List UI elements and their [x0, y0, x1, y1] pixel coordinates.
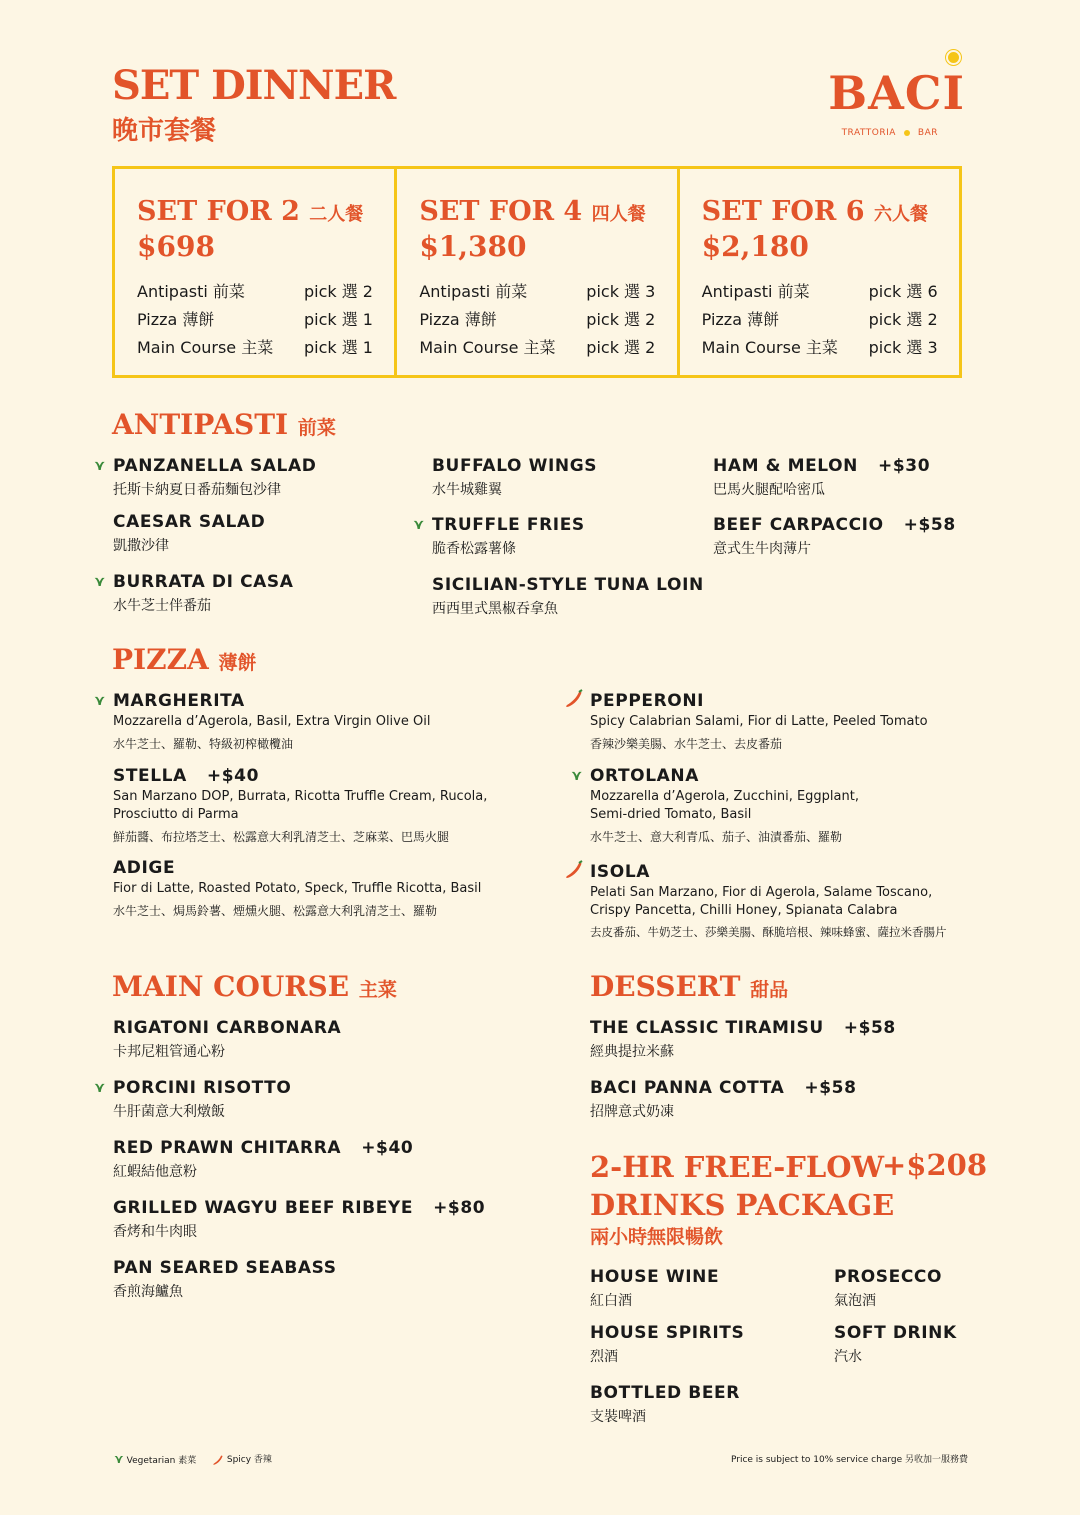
- set-row-label: Antipasti 前菜: [137, 282, 245, 301]
- item-name-zh: 紅蝦結他意粉: [113, 1164, 197, 1180]
- item-name-zh: 香煎海鱸魚: [113, 1284, 183, 1300]
- pizza-item: [113, 766, 533, 845]
- item-name: ORTOLANA: [590, 766, 699, 786]
- set-row-pick: pick 選 3: [868, 338, 938, 357]
- item-name-zh: 香烤和牛肉眼: [113, 1224, 197, 1240]
- item-name-zh: 卡邦尼粗管通心粉: [113, 1044, 225, 1060]
- pizza-item: [571, 766, 890, 845]
- menu-item: [713, 515, 956, 558]
- item-name: PORCINI RISOTTO: [113, 1078, 292, 1098]
- item-description-zh: 鮮茄醬、布拉塔芝士、松露意大利乳清芝士、芝麻菜、巴馬火腿: [113, 830, 450, 844]
- item-name: CAESAR SALAD: [113, 512, 266, 532]
- dessert-heading: [590, 970, 788, 1003]
- item-name: RIGATONI CARBONARA: [113, 1018, 342, 1038]
- set-for-2: [115, 169, 397, 375]
- item-price: +$80: [433, 1198, 486, 1218]
- item-name: PAN SEARED SEABASS: [113, 1258, 337, 1278]
- page-title: SET DINNER: [112, 62, 396, 109]
- menu-item: [94, 572, 294, 615]
- set-row-pick: pick 選 1: [303, 310, 373, 329]
- set-title-en: SET FOR 4: [419, 196, 583, 227]
- menu-item: [113, 1138, 413, 1181]
- vegetarian-icon: ⋎: [94, 574, 106, 590]
- drink-item: [590, 1323, 744, 1366]
- page-title-zh: 晚市套餐: [112, 116, 217, 146]
- item-name: BURRATA DI CASA: [113, 572, 294, 592]
- menu-item: [432, 456, 597, 499]
- item-description-zh: 香辣沙樂美腸、水牛芝士、去皮番茄: [590, 737, 783, 751]
- legend-spicy: [212, 1452, 272, 1466]
- item-price: +$30: [878, 456, 931, 476]
- menu-item: [113, 1258, 337, 1301]
- item-name-text: THE CLASSIC TIRAMISU: [590, 1018, 824, 1038]
- item-description: Mozzarella d’Agerola, Zucchini, Eggplant, Semi-dried Tomato, Basil: [590, 789, 859, 822]
- item-price: +$58: [843, 1018, 896, 1038]
- menu-item: [113, 1198, 485, 1241]
- set-title: [419, 197, 656, 230]
- set-menu-box: [112, 166, 962, 378]
- item-description: Fior di Latte, Roasted Potato, Speck, Truffle Ricotta, Basil: [113, 881, 482, 896]
- set-row: [419, 307, 655, 330]
- set-row: [137, 307, 373, 330]
- set-title-en: SET FOR 6: [701, 196, 865, 227]
- set-title-en: SET FOR 2: [137, 196, 300, 227]
- set-title-zh: 二人餐: [309, 204, 364, 225]
- vegetarian-icon: ⋎: [571, 768, 583, 784]
- section-title-zh: 甜品: [750, 979, 789, 1001]
- item-name: SOFT DRINK: [834, 1323, 957, 1343]
- item-name-text: HAM & MELON: [713, 456, 858, 476]
- set-for-6: [680, 169, 959, 375]
- menu-item: [590, 1018, 896, 1061]
- item-name-zh: 紅白酒: [590, 1293, 632, 1309]
- item-name-zh: 水牛城雞翼: [432, 482, 502, 498]
- section-title: ANTIPASTI: [112, 408, 289, 441]
- item-name-zh: 牛肝菌意大利燉飯: [113, 1104, 225, 1120]
- vegetarian-icon: ⋎: [94, 693, 106, 709]
- legend-vegetarian: [114, 1452, 196, 1466]
- set-row-label: Pizza 薄餅: [419, 310, 497, 329]
- pizza-item: [94, 691, 553, 752]
- item-name: [590, 1018, 896, 1038]
- vegetarian-icon: ⋎: [413, 517, 425, 533]
- vegetarian-icon: ⋎: [94, 458, 106, 474]
- set-row: [419, 279, 655, 302]
- drink-item: [834, 1267, 942, 1310]
- set-row-pick: pick 選 6: [868, 282, 938, 301]
- antipasti-heading: [112, 408, 336, 441]
- item-description: San Marzano DOP, Burrata, Ricotta Truffle Cream, Rucola, Prosciutto di Parma: [113, 789, 488, 822]
- section-title-zh: 主菜: [358, 979, 397, 1001]
- set-price: $2,180: [701, 230, 809, 263]
- set-row-label: Main Course 主菜: [419, 338, 556, 357]
- item-name-zh: 招牌意式奶凍: [590, 1104, 674, 1120]
- set-row-pick: pick 選 2: [586, 338, 656, 357]
- item-name: ADIGE: [113, 858, 176, 878]
- item-name-zh: 汽水: [834, 1349, 862, 1365]
- pizza-item: [590, 862, 970, 940]
- set-row-pick: pick 選 2: [586, 310, 656, 329]
- menu-item: [713, 456, 930, 499]
- sun-icon: [948, 52, 959, 63]
- menu-item: [590, 1078, 857, 1121]
- set-for-4: [397, 169, 679, 375]
- set-row: [137, 335, 373, 358]
- item-name: PROSECCO: [834, 1267, 943, 1287]
- set-row: [419, 335, 655, 358]
- drinks-title-line2: DRINKS PACKAGE: [590, 1188, 895, 1222]
- item-description-zh: 水牛芝士、焗馬鈴薯、煙燻火腿、松露意大利乳清芝士、羅勒: [113, 904, 438, 918]
- brand-subtitle: [842, 128, 938, 138]
- section-title: MAIN COURSE: [112, 970, 350, 1003]
- item-name: [713, 515, 956, 535]
- item-name: [713, 456, 930, 476]
- drink-item: [834, 1323, 957, 1366]
- vegetarian-icon: ⋎: [114, 1452, 124, 1466]
- service-charge-note: Price is subject to 10% service charge 另收加一服務費: [730, 1455, 968, 1465]
- item-name: BOTTLED BEER: [590, 1383, 740, 1403]
- menu-item: [94, 456, 317, 499]
- set-title: [702, 197, 939, 230]
- dot-icon: [904, 130, 910, 136]
- item-name-zh: 經典提拉米蘇: [590, 1044, 674, 1060]
- legend-spicy-label: Spicy 香辣: [226, 1455, 272, 1465]
- item-name-zh: 脆香松露薯條: [432, 541, 516, 557]
- set-price: $698: [137, 230, 215, 263]
- main-course-heading: [112, 970, 397, 1003]
- set-row-label: Antipasti 前菜: [701, 282, 810, 301]
- set-row: [702, 279, 938, 302]
- item-name: PEPPERONI: [590, 691, 705, 711]
- set-row: [702, 335, 938, 358]
- set-price: $1,380: [419, 230, 527, 263]
- drinks-title-zh: 兩小時無限暢飲: [590, 1226, 724, 1248]
- item-name-zh: 凱撒沙律: [113, 538, 169, 554]
- pizza-heading: [112, 643, 257, 676]
- item-name-text: BEEF CARPACCIO: [713, 515, 884, 535]
- item-description-zh: 去皮番茄、牛奶芝士、莎樂美腸、酥脆培根、辣味蜂蜜、薩拉米香腸片: [590, 925, 947, 939]
- set-title-zh: 四人餐: [591, 204, 646, 225]
- menu-item: [413, 515, 585, 558]
- item-name-zh: 水牛芝士伴番茄: [113, 598, 211, 614]
- item-name-zh: 烈酒: [590, 1349, 618, 1365]
- set-row-pick: pick 選 2: [868, 310, 938, 329]
- item-name-zh: 支裝啤酒: [590, 1409, 646, 1425]
- section-title: PIZZA: [112, 643, 209, 676]
- item-name-zh: 意式生牛肉薄片: [713, 541, 811, 557]
- legend-vegetarian-label: Vegetarian 素菜: [126, 1456, 197, 1466]
- item-description-zh: 水牛芝士、羅勒、特級初榨橄欖油: [113, 737, 294, 751]
- pizza-item: [590, 691, 970, 752]
- chili-icon: [564, 689, 584, 709]
- item-name: PANZANELLA SALAD: [113, 456, 317, 476]
- brand-sub-right: BAR: [917, 128, 938, 138]
- chili-icon: [212, 1454, 224, 1466]
- set-title-zh: 六人餐: [873, 204, 928, 225]
- item-price: +$58: [804, 1078, 857, 1098]
- pizza-item: [113, 858, 553, 919]
- menu-item: [113, 512, 265, 555]
- drinks-price: +$208: [882, 1148, 988, 1182]
- item-name-text: RED PRAWN CHITARRA: [113, 1138, 342, 1158]
- item-name-zh: 氣泡酒: [834, 1293, 876, 1309]
- item-name: [113, 766, 533, 786]
- menu-item: [94, 1078, 292, 1121]
- item-name-text: STELLA: [113, 766, 187, 786]
- set-row-label: Pizza 薄餅: [701, 310, 780, 329]
- item-name: HOUSE SPIRITS: [590, 1323, 745, 1343]
- menu-item: [432, 575, 704, 618]
- item-name-zh: 托斯卡納夏日番茄麵包沙律: [113, 482, 281, 498]
- drinks-title-line1: 2-HR FREE-FLOW: [590, 1150, 885, 1184]
- set-row: [137, 279, 373, 302]
- set-row-label: Pizza 薄餅: [137, 310, 215, 329]
- section-title-zh: 薄餅: [218, 652, 257, 674]
- item-price: +$58: [903, 515, 956, 535]
- item-name: [113, 1198, 485, 1218]
- item-name-zh: 西西里式黑椒吞拿魚: [432, 601, 558, 617]
- item-description-zh: 水牛芝士、意大利青瓜、茄子、油漬番茄、羅勒: [590, 830, 843, 844]
- item-name: [590, 1078, 857, 1098]
- set-row-pick: pick 選 2: [303, 282, 373, 301]
- vegetarian-icon: ⋎: [94, 1080, 106, 1096]
- section-title-zh: 前菜: [297, 417, 336, 439]
- drink-item: [590, 1267, 719, 1310]
- item-name: TRUFFLE FRIES: [432, 515, 585, 535]
- chili-icon: [564, 860, 584, 880]
- item-description: Mozzarella d’Agerola, Basil, Extra Virgin Olive Oil: [113, 714, 431, 729]
- item-name: MARGHERITA: [113, 691, 245, 711]
- item-name: HOUSE WINE: [590, 1267, 720, 1287]
- menu-item: [113, 1018, 341, 1061]
- set-row: [702, 307, 938, 330]
- item-name-text: BACI PANNA COTTA: [590, 1078, 785, 1098]
- set-row-label: Main Course 主菜: [137, 338, 274, 357]
- item-name-text: GRILLED WAGYU BEEF RIBEYE: [113, 1198, 414, 1218]
- set-row-label: Antipasti 前菜: [419, 282, 528, 301]
- item-name: [113, 1138, 413, 1158]
- drinks-heading: [590, 1148, 894, 1224]
- item-name: ISOLA: [590, 862, 651, 882]
- drink-item: [590, 1383, 740, 1426]
- brand-logo: BACI: [828, 66, 965, 120]
- set-row-pick: pick 選 3: [586, 282, 656, 301]
- set-title: [137, 197, 374, 230]
- set-row-pick: pick 選 1: [303, 338, 373, 357]
- item-price: +$40: [206, 766, 260, 786]
- item-name-zh: 巴馬火腿配哈密瓜: [713, 482, 825, 498]
- brand-sub-left: TRATTORIA: [841, 128, 896, 138]
- section-title: DESSERT: [590, 970, 741, 1003]
- set-row-label: Main Course 主菜: [701, 338, 838, 357]
- item-description: Spicy Calabrian Salami, Fior di Latte, Peeled Tomato: [590, 714, 928, 729]
- item-name: BUFFALO WINGS: [432, 456, 598, 476]
- item-description: Pelati San Marzano, Fior di Agerola, Salame Toscano, Crispy Pancetta, Chilli Honey, Spianata Calabra: [590, 885, 933, 918]
- item-name: SICILIAN-STYLE TUNA LOIN: [432, 575, 704, 595]
- item-price: +$40: [361, 1138, 414, 1158]
